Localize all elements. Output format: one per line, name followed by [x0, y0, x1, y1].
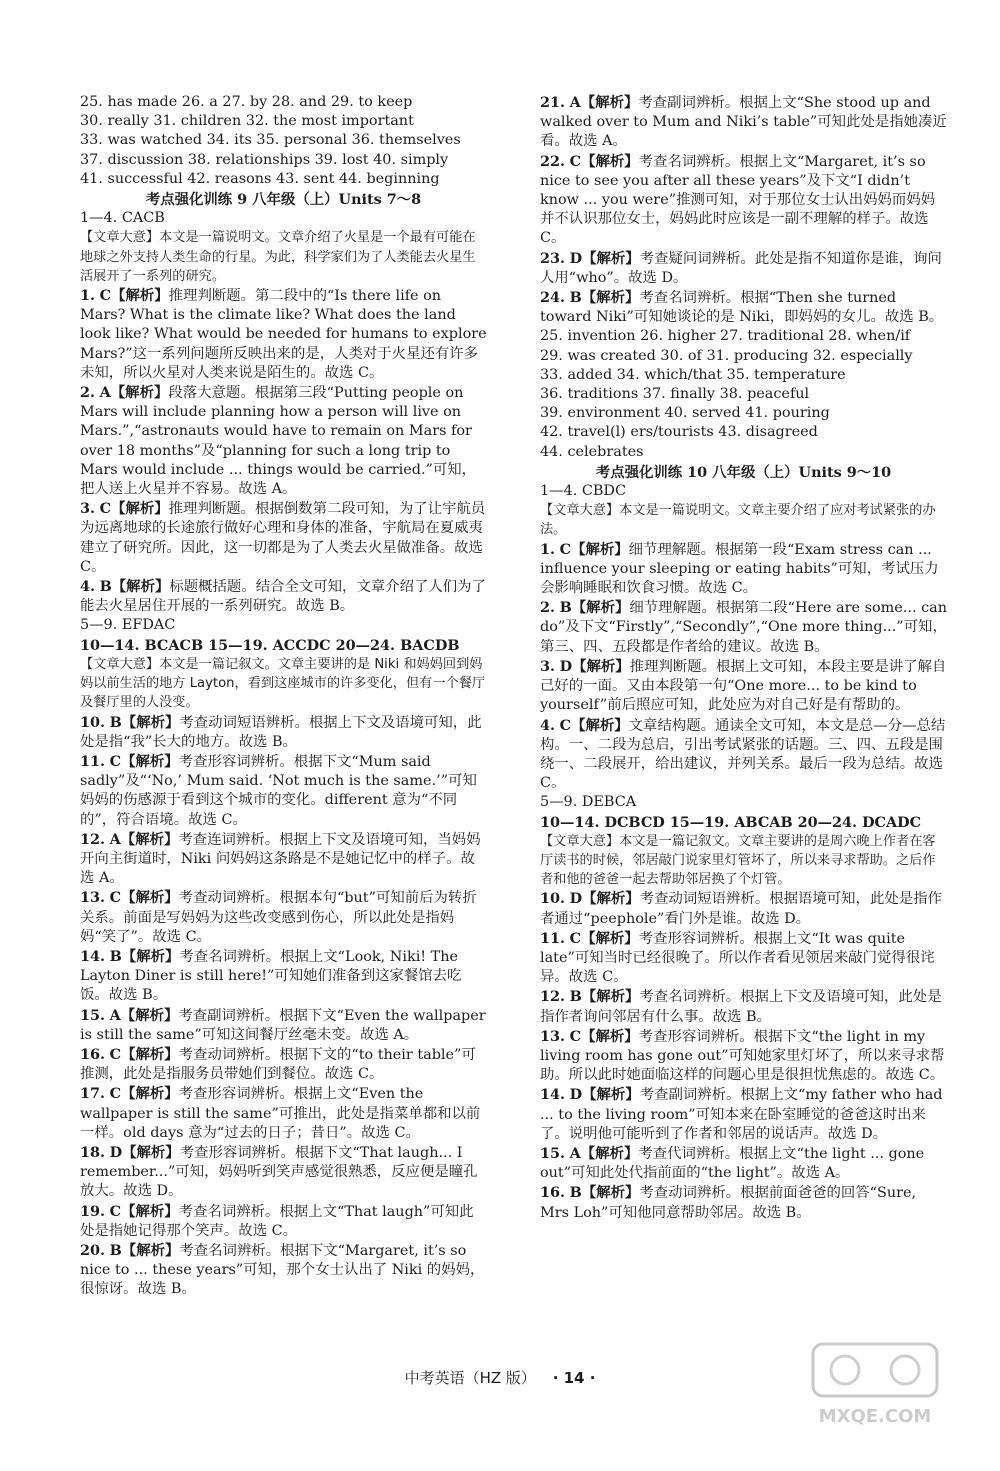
question-number: 2. [80, 384, 96, 402]
answer-letter: C [569, 929, 582, 947]
answer-letter: B [569, 1184, 582, 1202]
analysis-text: 考查动词短语辨析。根据上下文及语境可知，此处是指“我”长大的地方。故选 B。 [80, 714, 482, 750]
answer-letter: A [569, 94, 581, 111]
question-number: 3. [540, 657, 556, 675]
answer-letter: A [569, 1144, 581, 1162]
analysis-tag: 【解析】 [110, 384, 169, 402]
explanation-item [540, 657, 947, 716]
answer-letter: D [569, 249, 583, 267]
answer-line: 41. successful 42. reasons 43. sent 44. beginning [80, 170, 440, 187]
answer-line: 36. traditions 37. finally 38. peaceful [540, 386, 810, 403]
question-number: 13. [540, 1027, 566, 1045]
answer-letter: B [569, 988, 582, 1006]
book-title: 中考英语（HZ 版） [404, 1369, 536, 1387]
explanation-item [540, 598, 947, 657]
analysis-tag: 【解析】 [111, 287, 169, 305]
analysis-text: 考查形容词辨析。根据下文“Mum said sadly”及“‘No,’ Mum said. ‘Not much is the same.’”可知妈妈的伤感源于看到这个城市的变化。different 意为“不同的”，符合语境。故选 C。 [80, 753, 477, 828]
analysis-text: 考查名词辨析。根据“Then she turned toward Niki”可知她谈论的是 Niki，即妈妈的女儿。故选 B。 [540, 290, 944, 326]
analysis-tag: 【解析】 [121, 713, 180, 731]
answer-letter: C [109, 1202, 122, 1220]
analysis-tag: 【解析】 [121, 1241, 180, 1259]
question-number: 17. [80, 1085, 106, 1103]
answer-letter: B [109, 947, 122, 965]
explanation-item [80, 286, 487, 383]
answer-line: 39. environment 40. served 41. pouring [540, 405, 830, 422]
answer-line: 37. discussion 38. relationships 39. lost 40. simply [80, 151, 449, 168]
question-number: 16. [80, 1045, 106, 1063]
analysis-tag: 【解析】 [111, 500, 169, 518]
answer-letter: C [99, 500, 112, 518]
explanation-list [540, 889, 947, 1222]
answer-line: 33. was watched 34. its 35. personal 36. themselves [80, 132, 461, 149]
answer-letter: B [559, 599, 572, 617]
analysis-text: 考查形容词辨析。根据上文“Even the wallpaper is still the same”可推出，此处是指菜单都和以前一样。old days 意为“过去的日子；昔日”。故选 C。 [80, 1086, 481, 1141]
question-number: 10. [540, 890, 566, 908]
analysis-tag: 【解析】 [581, 1027, 639, 1045]
question-number: 1. [80, 287, 96, 305]
analysis-tag: 【解析】 [581, 988, 640, 1006]
analysis-text: 考查连词辨析。根据上下文及语境可知，当妈妈开向主街道时，Niki 问妈妈这条路是不是她记忆中的样子。故选 A。 [80, 831, 481, 887]
answer-block [540, 327, 947, 461]
analysis-text: 标题概括题。结合全文可知，文章介绍了人们为了能去火星居住开展的一系列研究。故选 B。 [80, 579, 486, 615]
analysis-tag: 【解析】 [121, 1085, 179, 1103]
analysis-text: 细节理解题。根据第一段“Exam stress can ... influence your sleeping or eating habits”可知，考试压力会影响睡眠和饮食习惯。故选 C。 [540, 541, 939, 597]
question-number: 19. [80, 1202, 106, 1220]
analysis-tag: 【解析】 [580, 94, 639, 111]
explanation-item [80, 383, 487, 499]
analysis-tag: 【解析】 [572, 657, 630, 675]
question-number: 11. [540, 929, 566, 947]
analysis-text: 段落大意题。根据第三段“Putting people on Mars will include planning how a person will live on Mars.”,“astronauts would have to remain on Mars for over 18 months”及“planning for such a long trip to Mars would include ... things would be carried.”可知，把人送上火星并不容易。故选 A。 [80, 385, 477, 498]
explanation-item [540, 1183, 947, 1222]
analysis-tag: 【解析】 [571, 716, 629, 734]
explanation-item [80, 947, 487, 1006]
section-title: 考点强化训练 9 八年级（上）Units 7～8 [145, 191, 422, 209]
analysis-text: 考查形容词辨析。根据下文“That laugh... I remember...”可知，妈妈听到笑声感觉很熟悉，反应便是瞳孔放大。故选 D。 [80, 1144, 478, 1200]
question-number: 20. [80, 1241, 106, 1259]
explanation-item [540, 1085, 947, 1144]
analysis-text: 考查动词辨析。根据本句“but”可知前后为转折关系。前面是写妈妈为这些改变感到伤心，所以此处是指妈妈“笑了”。故选 C。 [80, 890, 477, 945]
answer-letter: C [109, 889, 122, 907]
analysis-text: 考查副词辨析。根据下文“Even the wallpaper is still the same”可知这间餐厅丝毫未变。故选 A。 [80, 1007, 486, 1043]
answer-line: 33. added 34. which/that 35. temperature [540, 366, 846, 383]
answer-letter: C [109, 1045, 122, 1063]
analysis-text: 考查副词辨析。根据上文“my father who had ... to the living room”可知本来在卧室睡觉的爸爸这时出来了。说明他可能听到了作者和邻居的说话声。故选 D。 [540, 1087, 943, 1142]
answer-line: 10—14. DCBCD 15—19. ABCAB 20—24. DCADC [540, 813, 922, 831]
question-number: 11. [80, 752, 106, 770]
question-number: 24. [540, 289, 566, 307]
explanation-item [540, 540, 947, 599]
analysis-text: 考查动词短语辨析。根据语境可知，此处是指作者通过“peephole”看门外是谁。故选 D。 [540, 891, 942, 927]
analysis-text: 考查动词辨析。根据下文的“to their table”可推测，此处是指服务员带她们到餐位。故选 C。 [80, 1046, 476, 1083]
analysis-text: 推理判断题。根据上文可知，本段主要是讲了解自己好的一面。又由本段第一句“One more... to be kind to yourself”前后照应可知，此处应为对自己好是有帮助的。 [540, 658, 947, 714]
analysis-tag: 【解析】 [581, 929, 639, 947]
answer-letter: D [569, 1086, 583, 1104]
question-number: 21. [540, 94, 566, 111]
explanation-item [80, 752, 487, 830]
explanation-item [80, 830, 487, 889]
answer-letter: A [109, 830, 121, 848]
answer-line: 1—4. CACB [80, 210, 165, 227]
explanation-item [80, 1084, 487, 1143]
answer-letter: D [569, 890, 583, 908]
analysis-text: 推理判断题。第二段中的“Is there life on Mars? What is the climate like? What does the land look like? What would be needed for humans to explore Mars?”这一系列问题所反映出来的是，人类对于火星还有许多未知，所以火星对人类来说是陌生的。故选 C。 [80, 288, 487, 381]
section-title: 考点强化训练 10 八年级（上）Units 9～10 [595, 463, 892, 481]
answer-letter: C [559, 716, 572, 734]
analysis-tag: 【解析】 [120, 830, 179, 848]
question-number: 4. [80, 578, 96, 596]
analysis-tag: 【解析】 [111, 578, 170, 596]
explanation-item [540, 249, 947, 288]
explanation-item [540, 889, 947, 928]
analysis-tag: 【解析】 [571, 599, 630, 617]
analysis-tag: 【解析】 [581, 1184, 640, 1202]
article-summary: 【文章大意】本文是一篇说明文。文章介绍了火星是一个最有可能在地球之外支持人类生命的行星。为此，科学家们为了人类能去火星生活展开了一系列的研究。 [80, 230, 476, 284]
answer-letter: C [109, 752, 122, 770]
answer-line: 42. travel(l) ers/tourists 43. disagreed [540, 424, 818, 441]
question-number: 1. [540, 540, 556, 558]
analysis-tag: 【解析】 [121, 752, 179, 770]
analysis-tag: 【解析】 [571, 540, 629, 558]
explanation-item [540, 1027, 947, 1086]
analysis-tag: 【解析】 [120, 1006, 179, 1024]
watermark-text: MXQE.COM [818, 1406, 932, 1427]
question-number: 22. [540, 152, 566, 170]
question-number: 13. [80, 889, 106, 907]
answer-letter: C [569, 152, 582, 170]
explanation-item [80, 713, 487, 752]
analysis-tag: 【解析】 [582, 890, 640, 908]
analysis-text: 推理判断题。根据倒数第二段可知，为了让宇航员为远离地球的长途旅行做好心理和身体的准备，宇航局在夏威夷建立了研究所。因此，这一切都是为了人类去火星做准备。故选 C。 [80, 501, 486, 575]
answer-letter: C [109, 1085, 122, 1103]
answer-line: 30. really 31. children 32. the most important [80, 113, 414, 130]
analysis-text: 考查名词辨析。根据下文“Margaret, it’s so nice to ... these years”可知，那个女士认出了 Niki 的妈妈，很惊讶。故选 B。 [80, 1242, 485, 1298]
analysis-text: 考查疑问词辨析。此处是指不知道你是谁，询问人用“who”。故选 D。 [540, 250, 942, 286]
question-number: 10. [80, 713, 106, 731]
question-number: 14. [540, 1086, 566, 1104]
explanation-item [80, 1006, 487, 1045]
explanation-item [80, 888, 487, 947]
answer-line: 5—9. DEBCA [540, 794, 637, 811]
answer-letter: B [569, 289, 582, 307]
analysis-text: 考查动词辨析。根据前面爸爸的回答“Sure, Mrs Loh”可知他同意帮助邻居。故选 B。 [540, 1185, 917, 1221]
analysis-text: 考查名词辨析。根据上文“Margaret, it’s so nice to see you after all these years”及下文“I didn’t know ... you were”推测可知，对于那位女士认出妈妈而妈妈并不认识那位女士，妈妈此时应该是一副不理解的样子。故选 C。 [540, 153, 936, 247]
question-number: 15. [80, 1006, 106, 1024]
left-column [80, 93, 487, 1300]
explanation-list [540, 93, 947, 327]
explanation-item [540, 152, 947, 249]
explanation-list [80, 286, 487, 616]
page-number: · 14 · [552, 1369, 596, 1387]
article-summary: 【文章大意】本文是一篇记叙文。文章主要讲的是 Niki 和妈妈回到妈妈以前生活的地方 Layton，看到这座城市的许多变化，但有一个餐厅及餐厅里的人没变。 [80, 656, 486, 711]
answer-line: 29. was created 30. of 31. producing 32. especially [540, 347, 913, 364]
answer-letter: B [109, 713, 122, 731]
analysis-tag: 【解析】 [582, 1086, 640, 1104]
watermark-logo [805, 1336, 945, 1431]
answer-letter: D [109, 1143, 123, 1161]
question-number: 18. [80, 1143, 106, 1161]
analysis-tag: 【解析】 [121, 1202, 179, 1220]
analysis-text: 考查副词辨析。根据上文“She stood up and walked over to Mum and Niki’s table”可知此处是指她凑近看。故选 A。 [540, 95, 947, 150]
explanation-item [80, 1143, 487, 1202]
explanation-item [540, 716, 947, 794]
explanation-item [540, 1144, 947, 1183]
answer-line: 10—14. BCACB 15—19. ACCDC 20—24. BACDB [80, 636, 460, 654]
analysis-text: 考查名词辨析。根据上下文及语境可知，此处是指作者询问邻居有什么事。故选 B。 [540, 989, 942, 1025]
answer-line: 5—9. EFDAC [80, 617, 176, 634]
explanation-item [80, 577, 487, 616]
answer-letter: A [109, 1006, 121, 1024]
answer-line: 44. celebrates [540, 443, 644, 460]
question-number: 16. [540, 1184, 566, 1202]
article-summary: 【文章大意】本文是一篇记叙文。文章主要讲的是周六晚上作者在客厅读书的时候，邻居敲门说家里灯管坏了，所以来寻求帮助。之后作者和他的爸爸一起去帮助邻居换了个灯管。 [540, 833, 936, 888]
question-number: 3. [80, 500, 96, 518]
explanation-item [80, 1202, 487, 1241]
answer-line: 25. invention 26. higher 27. traditional 28. when/if [540, 328, 911, 345]
analysis-tag: 【解析】 [582, 249, 640, 267]
answer-letter: A [99, 384, 111, 402]
explanation-item [540, 929, 947, 988]
question-number: 2. [540, 599, 556, 617]
question-number: 4. [540, 716, 556, 734]
answer-letter: C [569, 1027, 582, 1045]
question-number: 12. [80, 830, 106, 848]
explanation-item [540, 987, 947, 1026]
article-summary: 【文章大意】本文是一篇说明文。文章主要介绍了应对考试紧张的办法。 [540, 503, 936, 538]
analysis-tag: 【解析】 [581, 152, 639, 170]
right-column [540, 93, 947, 1223]
analysis-tag: 【解析】 [121, 1045, 179, 1063]
analysis-tag: 【解析】 [580, 1144, 639, 1162]
explanation-item [80, 1045, 487, 1084]
answer-line: 25. has made 26. a 27. by 28. and 29. to keep [80, 94, 413, 110]
answer-letter: D [559, 657, 573, 675]
answer-letter: B [109, 1241, 122, 1259]
answer-letter: B [99, 578, 112, 596]
question-number: 15. [540, 1144, 566, 1162]
answer-letter: C [99, 287, 112, 305]
explanation-item [80, 499, 487, 577]
explanation-list [80, 713, 487, 1300]
answer-line: 1—4. CBDC [540, 483, 626, 500]
answer-letter: C [559, 540, 572, 558]
question-number: 14. [80, 947, 106, 965]
explanation-list [540, 540, 947, 794]
analysis-text: 细节理解题。根据第二段“Here are some... can do”及下文“Firstly”,“Secondly”,“One more thing...”可知，第三、四、五段都是作者给的建议。故选 B。 [540, 600, 948, 655]
watermark-icon [805, 1336, 945, 1431]
explanation-item [540, 93, 947, 152]
analysis-text: 考查形容词辨析。根据上文“It was quite late”可知当时已经很晚了。所以作者看见领居来敲门觉得很诧异。故选 C。 [540, 930, 935, 986]
question-number: 12. [540, 988, 566, 1006]
analysis-text: 文章结构题。通读全文可知，本文是总—分—总结构。一、二段为总启，引出考试紧张的话题。三、四、五段是围绕一、二段展开，给出建议，并列关系。最后一段为总结。故选 C。 [540, 717, 946, 792]
analysis-tag: 【解析】 [121, 889, 179, 907]
analysis-text: 考查形容词辨析。根据下文“the light in my living room has gone out”可知她家里灯坏了，所以来寻求帮助。所以此时她面临这样的问题心里是很担忧焦虑的。故选 C。 [540, 1028, 945, 1084]
explanation-item [80, 1241, 487, 1300]
explanation-item [540, 288, 947, 327]
question-number: 23. [540, 249, 566, 267]
analysis-text: 考查代词辨析。根据上文“the light ... gone out”可知此处代指前面的“the light”。故选 A。 [540, 1145, 925, 1182]
analysis-tag: 【解析】 [122, 1143, 180, 1161]
answer-block-top [80, 93, 487, 189]
analysis-tag: 【解析】 [121, 947, 180, 965]
analysis-text: 考查名词辨析。根据上文“Look, Niki! The Layton Diner is still here!”可知她们准备到这家餐馆去吃饭。故选 B。 [80, 948, 462, 1004]
analysis-text: 考查名词辨析。根据上文“That laugh”可知此处是指她记得那个笑声。故选 C。 [80, 1203, 474, 1239]
analysis-tag: 【解析】 [581, 289, 640, 307]
